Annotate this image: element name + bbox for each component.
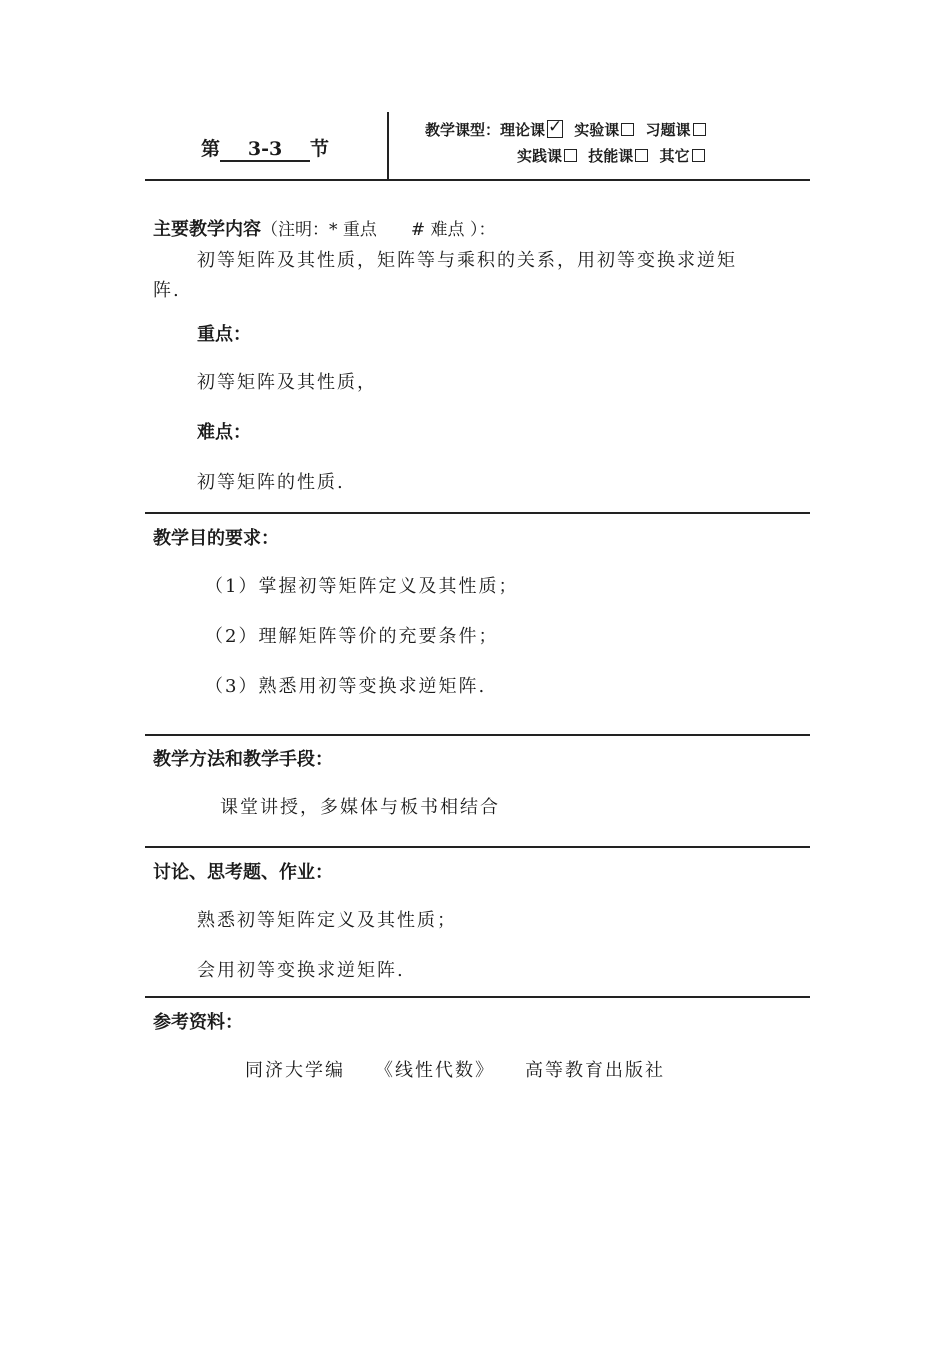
- reference-author: 同济大学编: [245, 1060, 345, 1081]
- homework-section: [145, 848, 810, 998]
- checkbox-icon[interactable]: [692, 149, 705, 162]
- homework-item: 熟悉初等矩阵定义及其性质；: [197, 910, 457, 931]
- section-number-cell: [145, 112, 389, 179]
- methods-section: [145, 736, 810, 848]
- main-content-section: [145, 181, 810, 514]
- lesson-plan-page: [145, 112, 810, 1084]
- objectives-title: 教学目的要求：: [153, 528, 279, 549]
- option-practice[interactable]: 实践课: [517, 147, 577, 165]
- reference-publisher: 高等教育出版社: [525, 1060, 665, 1081]
- references-section: [145, 998, 810, 1084]
- checkbox-icon[interactable]: [564, 149, 577, 162]
- difficult-points-text: 初等矩阵的性质.: [197, 472, 345, 493]
- checkbox-icon[interactable]: [621, 123, 634, 136]
- section-label: [201, 134, 329, 162]
- option-experiment[interactable]: 实验课: [574, 121, 634, 139]
- reference-entry: [145, 1058, 810, 1084]
- main-content-note: （注明：* 重点 # 难点 ）：: [261, 220, 496, 240]
- section-suffix: 节: [310, 138, 330, 160]
- checkbox-icon[interactable]: [635, 149, 648, 162]
- homework-item: 会用初等变换求逆矩阵.: [197, 960, 405, 981]
- objective-item: （1）掌握初等矩阵定义及其性质；: [205, 576, 519, 597]
- course-type-group: [425, 117, 712, 169]
- references-title: 参考资料：: [153, 1012, 243, 1033]
- difficult-points-label: 难点：: [197, 422, 251, 443]
- checkbox-icon[interactable]: [693, 123, 706, 136]
- key-points-text: 初等矩阵及其性质，: [197, 372, 377, 393]
- objective-item: （2）理解矩阵等价的充要条件；: [205, 626, 499, 647]
- objective-item: （3）熟悉用初等变换求逆矩阵.: [205, 676, 487, 697]
- option-other[interactable]: 其它: [660, 147, 705, 165]
- homework-title: 讨论、思考题、作业：: [153, 862, 333, 883]
- checked-checkbox-icon[interactable]: [547, 120, 563, 138]
- option-theory[interactable]: 理论课✓: [500, 121, 563, 139]
- key-points-label: 重点：: [197, 324, 251, 345]
- section-prefix: 第: [201, 138, 221, 160]
- objectives-section: [145, 514, 810, 736]
- methods-text: 课堂讲授，多媒体与板书相结合: [220, 797, 500, 818]
- reference-book: 《线性代数》: [375, 1060, 495, 1081]
- section-header: [145, 112, 810, 181]
- option-skill[interactable]: 技能课: [588, 147, 648, 165]
- methods-title: 教学方法和教学手段：: [153, 749, 333, 770]
- main-content-line1: 初等矩阵及其性质，矩阵等与乘积的关系，用初等变换求逆矩: [197, 250, 737, 271]
- main-content-line2: 阵.: [153, 280, 181, 301]
- main-content-title: 主要教学内容（注明：* 重点 # 难点 ）：: [153, 219, 496, 240]
- section-number: 3-3: [220, 138, 310, 162]
- option-exercise[interactable]: 习题课: [646, 121, 706, 139]
- course-type-label: 教学课型：: [425, 121, 501, 139]
